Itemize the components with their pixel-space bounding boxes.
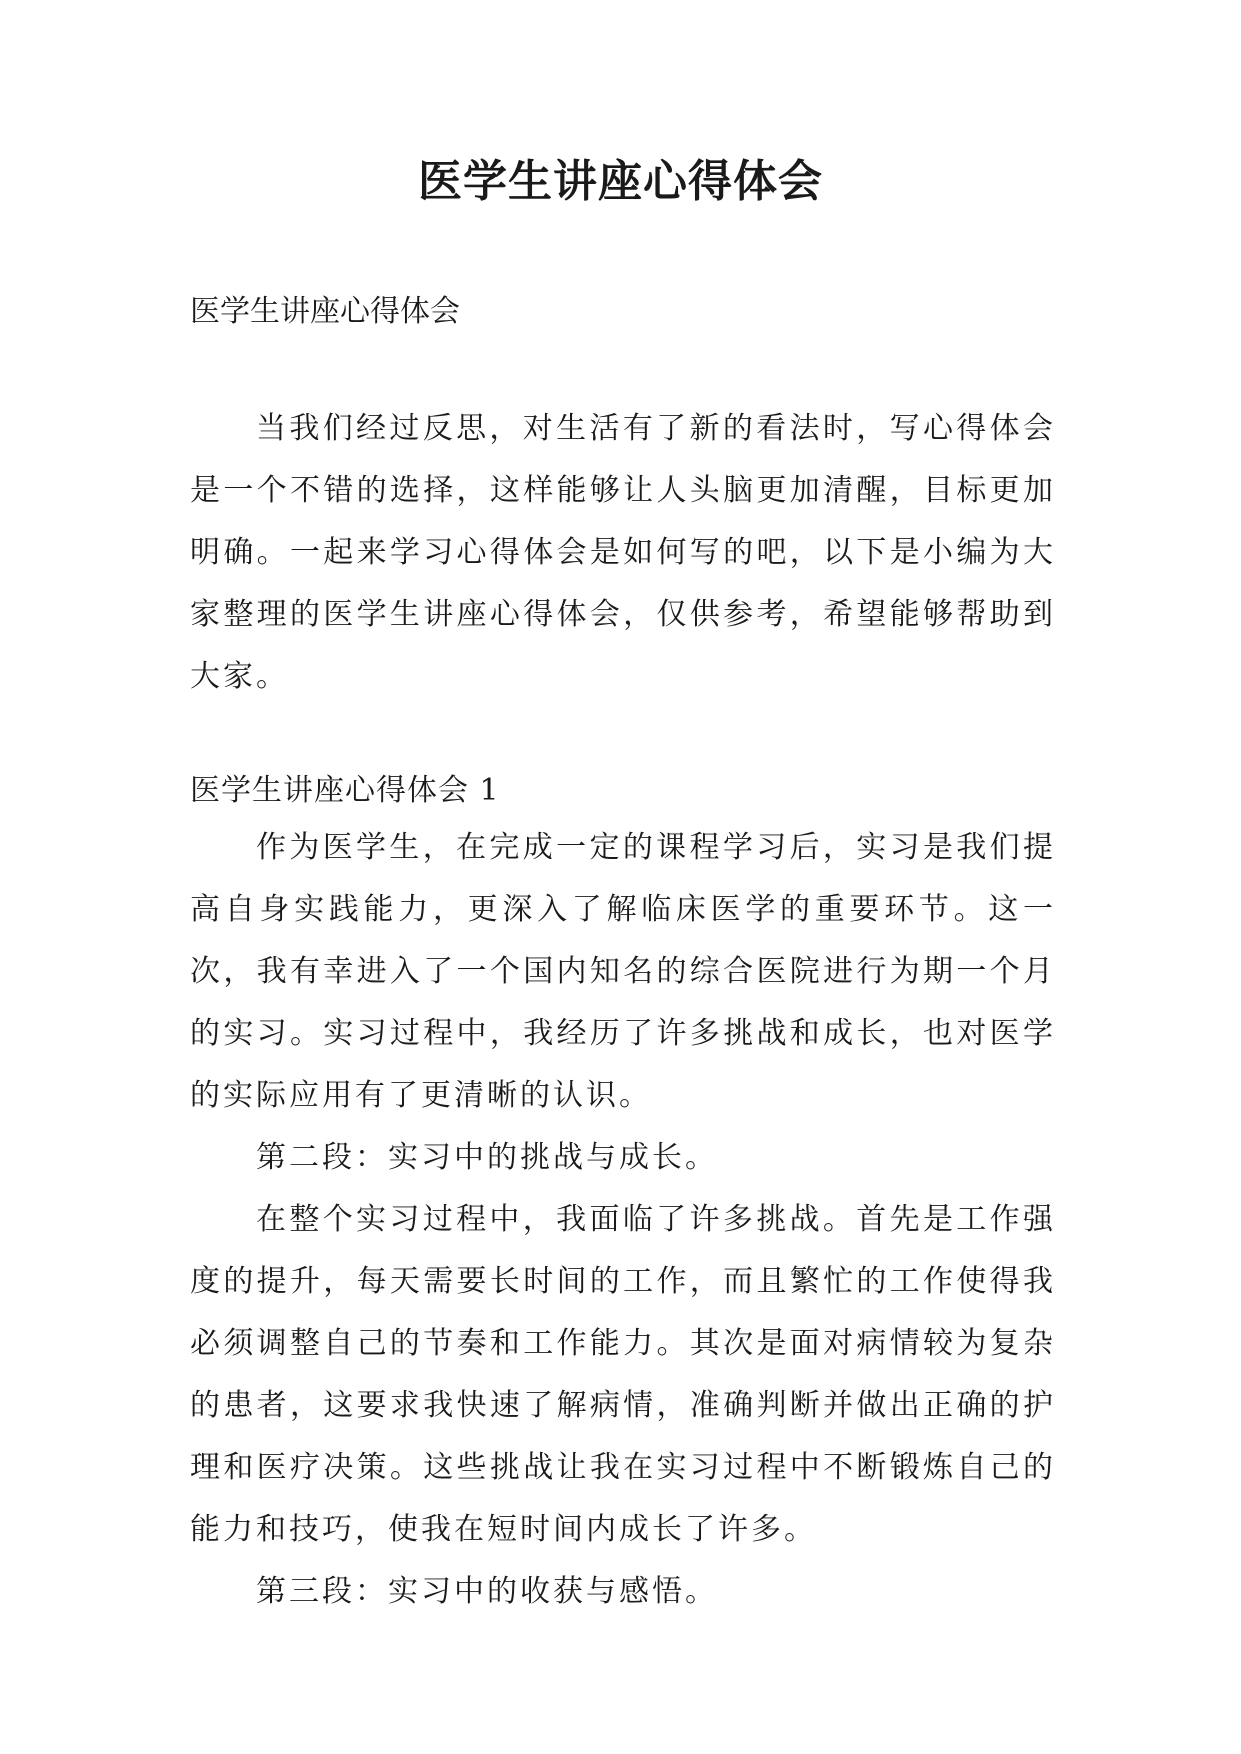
body-paragraph-1: 作为医学生，在完成一定的课程学习后，实习是我们提高自身实践能力，更深入了解临床医学的重要环节。这一次，我有幸进入了一个国内知名的综合医院进行为期一个月的实习。实习过程中，我经历了许多挑战和成长，也对医学的实际应用有了更清晰的认识。 [190,830,1056,1113]
section-body [190,817,1056,1623]
intro-paragraph: 当我们经过反思，对生活有了新的看法时，写心得体会是一个不错的选择，这样能够让人头脑更加清醒，目标更加明确。一起来学习心得体会是如何写的吧，以下是小编为大家整理的医学生讲座心得体会，仅供参考，希望能够帮助到大家。 [190,411,1056,694]
body-paragraph-3: 在整个实习过程中，我面临了许多挑战。首先是工作强度的提升，每天需要长时间的工作，而且繁忙的工作使得我必须调整自己的节奏和工作能力。其次是面对病情较为复杂的患者，这要求我快速了解病情，准确判断并做出正确的护理和医疗决策。这些挑战让我在实习过程中不断锻炼自己的能力和技巧，使我在短时间内成长了许多。 [190,1202,1056,1547]
section-heading: 医学生讲座心得体会 1 [190,773,500,808]
document-title: 医学生讲座心得体会 [418,156,823,207]
body-paragraph-4: 第三段：实习中的收获与感悟。 [256,1574,718,1609]
document-subtitle: 医学生讲座心得体会 [190,294,460,329]
body-paragraph-2: 第二段：实习中的挑战与成长。 [256,1140,718,1175]
